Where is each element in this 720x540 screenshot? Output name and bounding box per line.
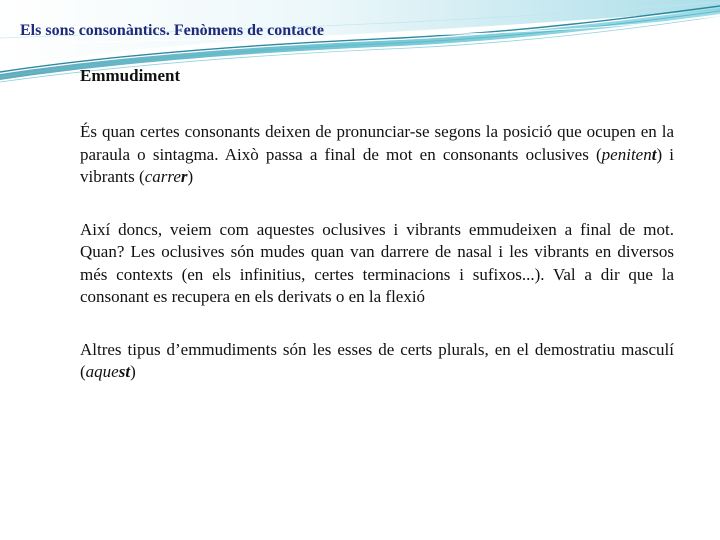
- example-stem: aque: [85, 362, 119, 381]
- paragraph-text: Altres tipus d’emmudiments són les esses de certs plurals, en el demostratiu masculí (: [80, 339, 674, 381]
- mute-letter: st: [118, 362, 131, 381]
- example-word: [86, 362, 130, 381]
- mute-letter: t: [651, 144, 657, 164]
- mute-letter: r: [180, 167, 188, 186]
- paragraph-text: ): [130, 362, 136, 381]
- paragraph-text: ): [187, 167, 194, 186]
- paragraph-other-types: [80, 339, 674, 384]
- example-word: [602, 145, 657, 164]
- example-word: [145, 167, 188, 186]
- example-stem: peniten: [601, 144, 652, 164]
- example-stem: carre: [144, 167, 181, 186]
- paragraph-text: ) i vibrants (: [80, 144, 674, 186]
- paragraph-definition: [80, 121, 674, 189]
- paragraph-explanation: Així doncs, veiem com aquestes oclusives i vibrants emmudeixen a final de mot. Quan? Les oclusives són mudes quan van darrere de nasal i les vibrants en diversos més contexts (en els infinitius, certes terminacions i sufixos...). Val a dir que la consonant es recupera en els derivats o en la flexió: [80, 219, 674, 306]
- paragraph-text: És quan certes consonants deixen de pronunciar-se segons la posició que ocupen en la paraula o sintagma. Això passa a final de mot en consonants oclusives (: [80, 122, 674, 164]
- section-heading: Emmudiment: [80, 66, 181, 85]
- slide-title: Els sons consonàntics. Fenòmens de contacte: [20, 22, 325, 39]
- slide-content: [80, 65, 674, 384]
